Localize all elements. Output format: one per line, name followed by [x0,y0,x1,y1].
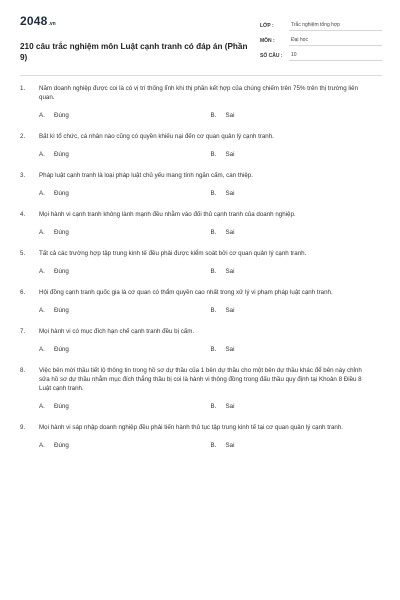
question-text: Pháp luật cạnh tranh là loại pháp luật chủ yếu mang tính ngăn cấm, can thiệp. [39,172,253,179]
meta-value: Đại học [289,37,382,46]
option-key: B. [210,151,217,158]
option-key: A. [39,229,45,236]
option-key: A. [39,403,45,410]
option-label: Sai [225,268,235,275]
option-b[interactable] [211,307,383,314]
question-stem [20,210,382,219]
option-label: Sai [225,442,235,449]
question-item [20,423,382,449]
question-item [20,366,382,410]
option-key: B. [210,307,217,314]
option-a[interactable] [39,112,211,119]
option-a[interactable] [39,442,211,449]
question-item [20,249,382,275]
question-number: 5. [20,250,26,257]
option-key: B. [210,442,217,449]
question-stem [20,366,382,393]
question-stem [20,249,382,258]
question-item [20,210,382,236]
option-label: Đúng [54,442,69,449]
option-a[interactable] [39,229,211,236]
option-b[interactable] [211,229,383,236]
option-label: Sai [225,151,235,158]
header-divider [20,75,382,76]
option-label: Sai [225,307,235,314]
option-label: Đúng [54,268,69,275]
question-item [20,171,382,197]
document-title: 210 câu trắc nghiệm môn Luật cạnh tranh có đáp án (Phần 9) [20,42,248,62]
answer-options [20,190,382,197]
option-a[interactable] [39,346,211,353]
question-text: Tất cả các trường hợp tập trung kinh tế đều phải được kiểm soát bởi cơ quan quản lý cạnh tranh. [39,250,307,257]
question-number: 6. [20,289,26,296]
question-stem [20,327,382,336]
option-a[interactable] [39,268,211,275]
option-key: B. [210,268,217,275]
question-text: Mọi hành vi có mục đích hạn chế cạnh tranh đều bị cấm. [39,328,195,335]
option-b[interactable] [211,112,383,119]
question-stem [20,132,382,141]
question-number: 8. [20,367,26,374]
question-stem [20,288,382,297]
option-label: Sai [225,346,235,353]
option-key: B. [210,190,217,197]
answer-options [20,112,382,119]
option-label: Đúng [54,346,69,353]
meta-label: MÔN : [260,38,275,44]
option-label: Đúng [54,307,69,314]
option-key: A. [39,268,45,275]
answer-options [20,151,382,158]
question-text: Mọi hành vi sáp nhập doanh nghiệp đều phải tiến hành thủ tục tập trung kinh tế tại cơ quan quản lý cạnh tranh. [39,424,344,431]
question-text: Việc bên mời thầu tiết lộ thông tin trong hồ sơ dự thầu của 1 bên dự thầu cho một bên dự thầu khác để bên này chỉnh sửa hồ sơ dự thầu nhằm mục đích thắng thầu bị coi là hành vi thông đồng trong đấu thầu quy định tại Khoản 8 Điều 8 Luật cạnh tranh. [39,367,362,392]
option-b[interactable] [211,403,383,410]
answer-options [20,403,382,410]
option-key: B. [210,229,217,236]
meta-row-subject [260,31,382,46]
site-logo[interactable] [20,14,255,28]
question-text: Hội đồng cạnh tranh quốc gia là cơ quan có thẩm quyền cao nhất trong xử lý vi phạm pháp luật cạnh tranh. [39,289,333,296]
answer-options [20,268,382,275]
question-stem [20,423,382,432]
option-label: Sai [225,112,235,119]
option-key: A. [39,112,45,119]
meta-row-count [260,46,382,61]
option-label: Đúng [54,112,69,119]
option-label: Đúng [54,403,69,410]
option-key: B. [210,346,217,353]
logo-sub: .vn [48,21,56,27]
question-item [20,327,382,353]
option-label: Sai [225,190,235,197]
question-text: Bất kì tổ chức, cá nhân nào cũng có quyền khiếu nại đến cơ quan quản lý cạnh tranh. [39,133,274,140]
logo-main: 2048 [20,14,48,28]
option-label: Sai [225,229,235,236]
question-number: 7. [20,328,26,335]
option-label: Đúng [54,190,69,197]
meta-value: 10 [289,52,382,61]
answer-options [20,307,382,314]
answer-options [20,229,382,236]
question-stem [20,171,382,180]
option-label: Đúng [54,229,69,236]
option-a[interactable] [39,403,211,410]
question-item [20,84,382,119]
question-stem [20,84,382,102]
option-b[interactable] [211,346,383,353]
option-key: A. [39,190,45,197]
option-key: A. [39,307,45,314]
meta-value: Trắc nghiệm tổng hợp [289,22,382,31]
question-number: 9. [20,424,26,431]
header-left [20,14,255,63]
question-list [20,84,382,449]
meta-row-class [260,16,382,31]
option-label: Đúng [54,151,69,158]
answer-options [20,346,382,353]
question-item [20,132,382,158]
option-key: B. [210,112,217,119]
question-number: 4. [20,211,26,218]
meta-info [260,16,382,61]
option-label: Sai [225,403,235,410]
option-key: A. [39,442,45,449]
option-a[interactable] [39,190,211,197]
option-b[interactable] [211,268,383,275]
option-a[interactable] [39,307,211,314]
answer-options [20,442,382,449]
question-number: 2. [20,133,26,140]
question-item [20,288,382,314]
option-key: A. [39,151,45,158]
question-number: 3. [20,172,26,179]
meta-label: SỐ CÂU : [260,53,283,59]
option-key: A. [39,346,45,353]
question-text: Mọi hành vi cạnh tranh không lành mạnh đều nhằm vào đối thủ cạnh tranh của doanh nghiệp. [39,211,296,218]
option-b[interactable] [211,151,383,158]
option-key: B. [210,403,217,410]
option-a[interactable] [39,151,211,158]
meta-label: LỚP : [260,23,274,29]
option-b[interactable] [211,442,383,449]
question-text: Năm doanh nghiệp được coi là có vị trí thống lĩnh khi thị phần kết hợp của chúng chiếm trên 75% trên thị trường liên quan. [39,85,359,101]
header [20,14,382,63]
option-b[interactable] [211,190,383,197]
question-number: 1. [20,85,26,92]
